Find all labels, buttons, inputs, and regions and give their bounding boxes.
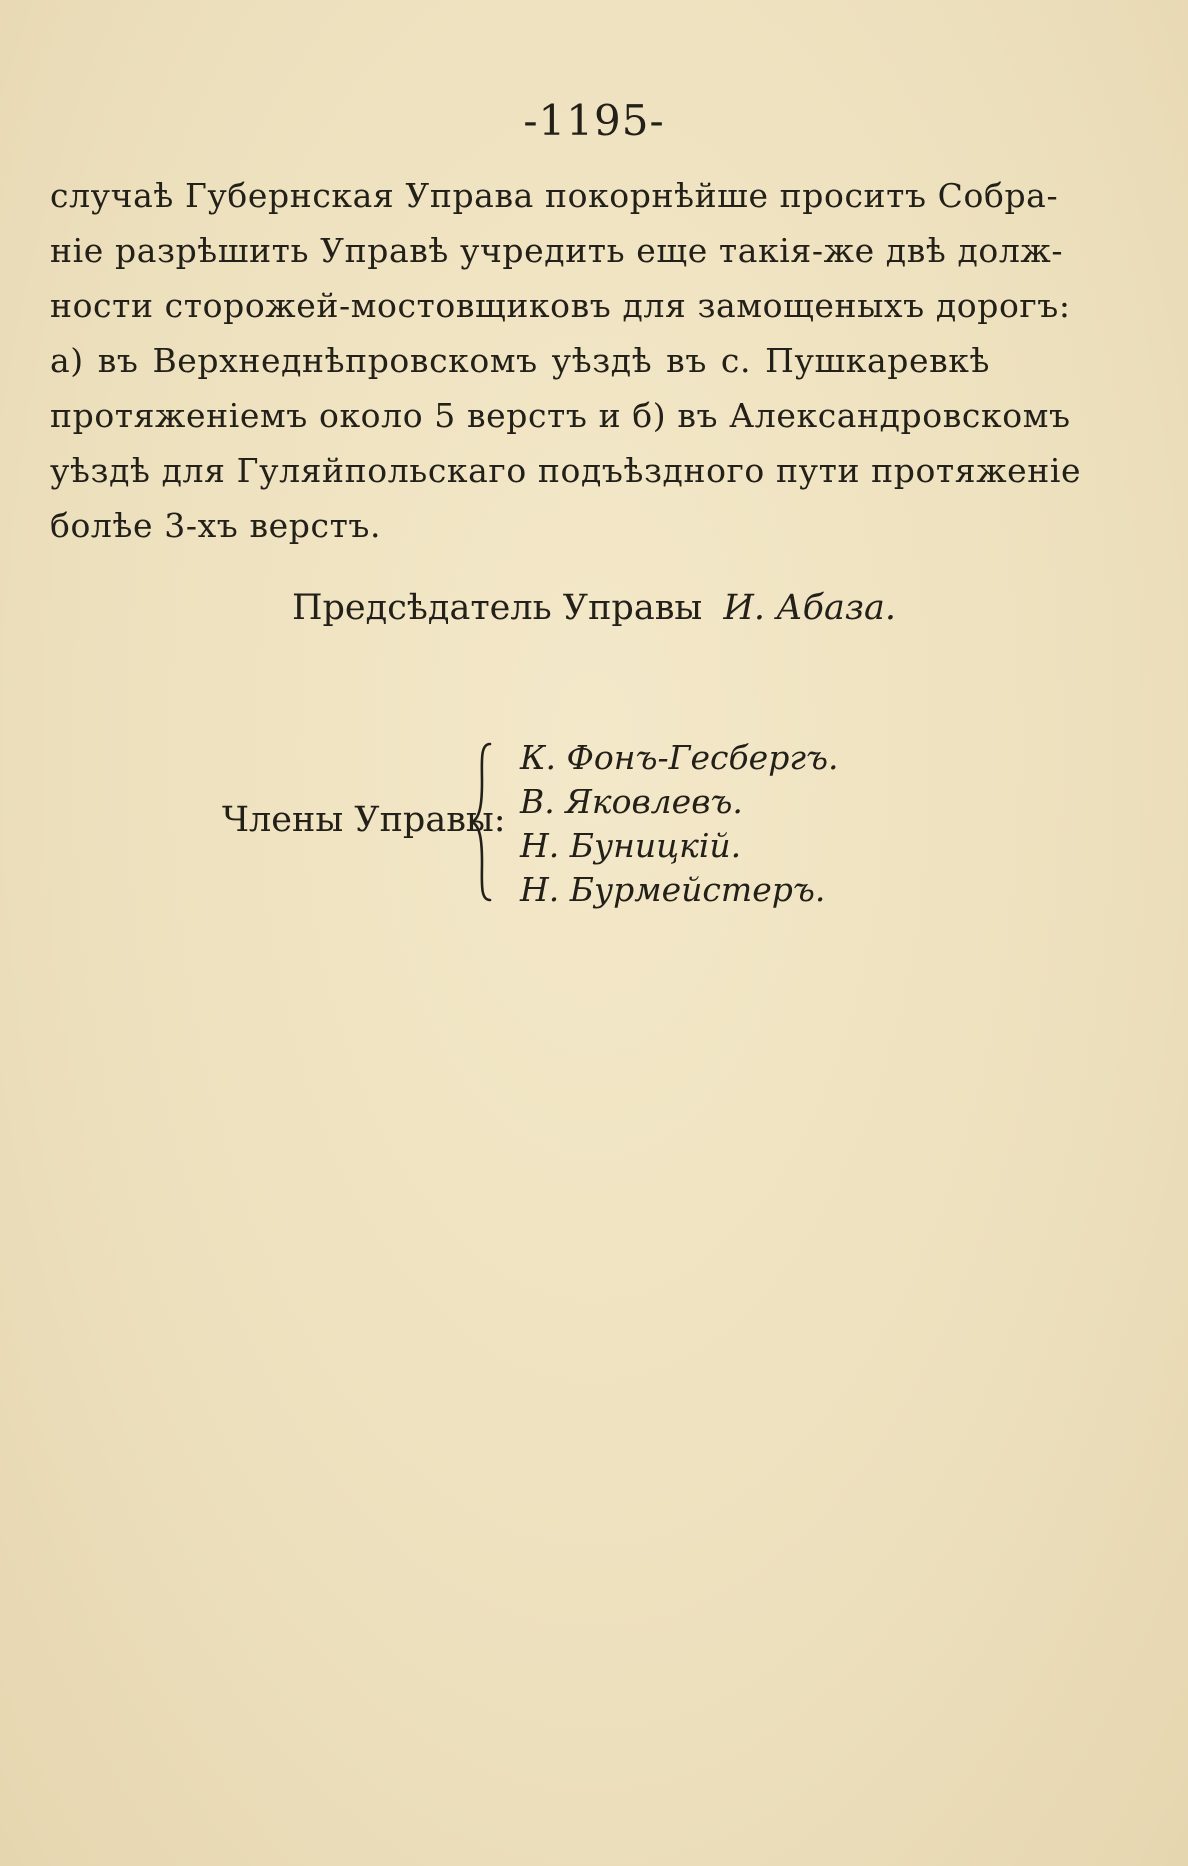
body-line: уѣздѣ для Гуляйпольскаго подъѣздного пути протяженіе bbox=[50, 451, 1082, 490]
member-name: К. Фонъ-Гесбергъ. bbox=[520, 738, 839, 777]
body-line: ніе разрѣшить Управѣ учредить еще такія-же двѣ долж- bbox=[50, 231, 1064, 270]
member-name: Н. Бурмейстеръ. bbox=[520, 870, 826, 909]
chairman-signature bbox=[0, 588, 1188, 628]
body-line: ности сторожей-мостовщиковъ для замощеныхъ дорогъ: bbox=[50, 286, 1071, 325]
chairman-title: Предсѣдатель Управы bbox=[292, 588, 703, 628]
body-line: болѣе 3-хъ верстъ. bbox=[50, 506, 382, 545]
body-paragraph bbox=[50, 168, 1082, 553]
body-line: протяженіемъ около 5 верстъ и б) въ Александровскомъ bbox=[50, 396, 1071, 435]
page-number: -1195- bbox=[523, 96, 665, 145]
chairman-name: И. Абаза. bbox=[723, 588, 896, 628]
body-line: случаѣ Губернская Управа покорнѣйше проситъ Собра- bbox=[50, 176, 1059, 215]
body-line: а) въ Верхнеднѣпровскомъ уѣздѣ въ с. Пушкаревкѣ bbox=[50, 341, 990, 380]
member-name: В. Яковлевъ. bbox=[520, 782, 743, 821]
members-label: Члены Управы: bbox=[222, 800, 506, 840]
members-list bbox=[520, 736, 838, 912]
curly-brace-icon bbox=[468, 742, 498, 902]
member-name: Н. Буницкій. bbox=[520, 826, 742, 865]
